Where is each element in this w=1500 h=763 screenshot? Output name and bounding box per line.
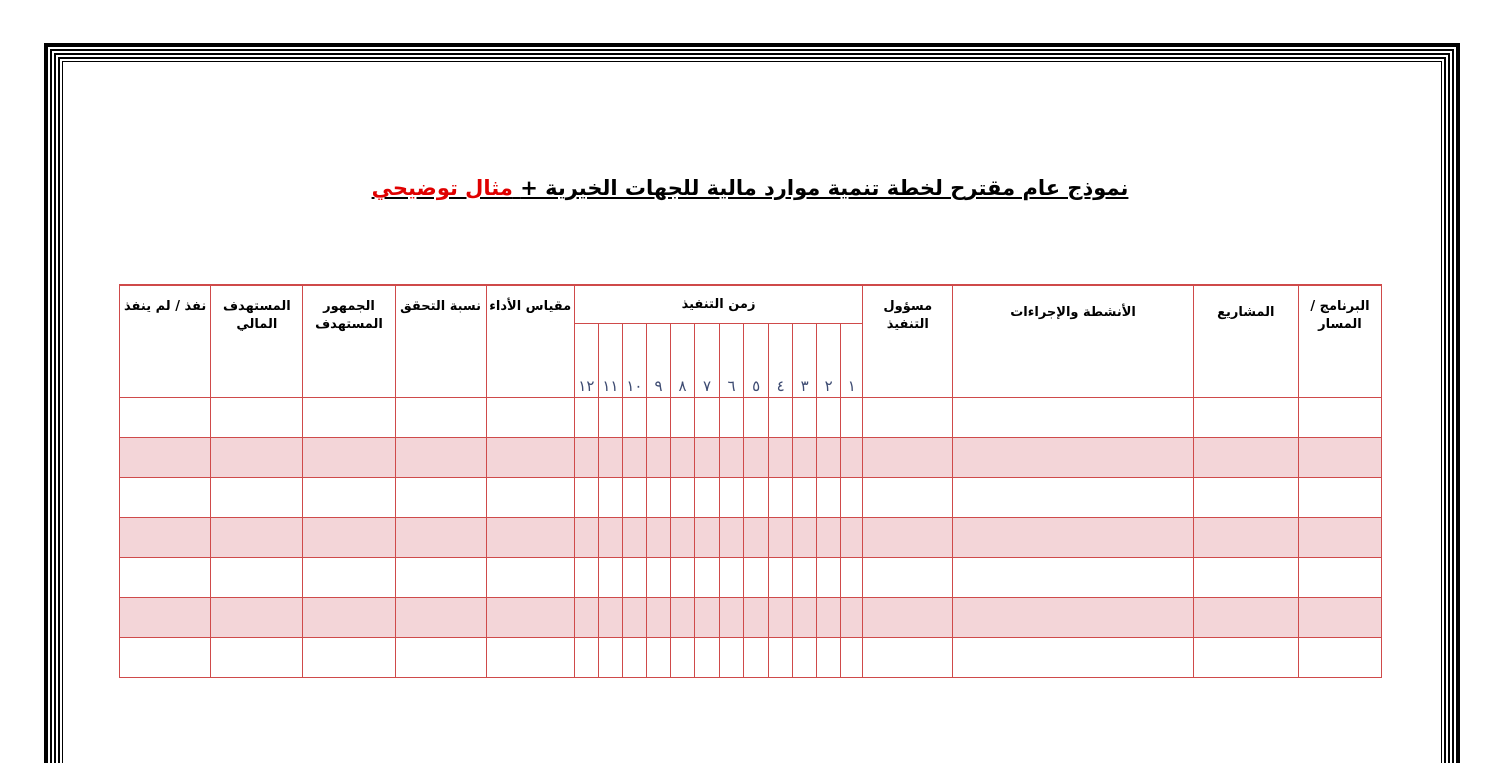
table-cell[interactable] [574,477,598,517]
table-cell[interactable] [574,437,598,477]
table-cell[interactable] [395,637,486,677]
table-cell[interactable] [670,517,694,557]
table-cell[interactable] [744,477,769,517]
table-cell[interactable] [211,437,303,477]
table-cell[interactable] [598,597,622,637]
table-cell[interactable] [744,517,769,557]
table-cell[interactable] [395,397,486,437]
header-execution-time: زمن التنفيذ [574,285,862,323]
header-projects: المشاريع [1193,285,1298,397]
month-cell: ١٠ [622,323,646,397]
table-cell[interactable] [863,437,953,477]
table-cell[interactable] [670,437,694,477]
table-cell[interactable] [303,557,395,597]
table-cell[interactable] [1193,477,1298,517]
table-cell[interactable] [953,597,1193,637]
table-row [120,517,1382,557]
table-cell[interactable] [953,477,1193,517]
table-cell[interactable] [953,397,1193,437]
table-cell[interactable] [120,477,211,517]
table-cell[interactable] [670,597,694,637]
table-cell[interactable] [211,477,303,517]
table-cell[interactable] [1193,437,1298,477]
table-cell[interactable] [817,437,841,477]
table-row [120,597,1382,637]
table-cell[interactable] [395,437,486,477]
table-cell[interactable] [622,637,646,677]
table-cell[interactable] [670,477,694,517]
table-cell[interactable] [646,637,670,677]
table-cell[interactable] [841,637,863,677]
table-cell[interactable] [303,437,395,477]
table-cell[interactable] [841,517,863,557]
table-cell[interactable] [953,637,1193,677]
table-cell[interactable] [841,477,863,517]
table-cell[interactable] [953,557,1193,597]
table-cell[interactable] [486,557,574,597]
table-cell[interactable] [646,397,670,437]
month-cell: ٦ [720,323,744,397]
table-cell[interactable] [120,437,211,477]
month-cell: ٤ [769,323,793,397]
table-cell[interactable] [863,637,953,677]
table-cell[interactable] [817,517,841,557]
table-cell[interactable] [769,437,793,477]
table-cell[interactable] [695,517,720,557]
table-cell[interactable] [303,517,395,557]
table-cell[interactable] [486,397,574,437]
plan-table [119,284,1382,678]
table-cell[interactable] [395,517,486,557]
table-cell[interactable] [720,557,744,597]
table-cell[interactable] [863,477,953,517]
month-cell: ١١ [598,323,622,397]
header-achievement-rate: نسبة التحقق [395,285,486,397]
table-cell[interactable] [793,477,817,517]
table-cell[interactable] [622,437,646,477]
header-status: نفذ / لم ينفذ [120,285,211,397]
table-cell[interactable] [598,557,622,597]
table-cell[interactable] [486,437,574,477]
table-cell[interactable] [1193,517,1298,557]
month-cell: ٣ [793,323,817,397]
table-cell[interactable] [120,597,211,637]
table-cell[interactable] [574,557,598,597]
month-cell: ٧ [695,323,720,397]
table-row [120,397,1382,437]
table-cell[interactable] [622,557,646,597]
title-main: نموذج عام مقترح لخطة تنمية موارد مالية للجهات الخيرية + [520,176,1129,200]
table-cell[interactable] [1193,397,1298,437]
table-cell[interactable] [1298,517,1381,557]
month-cell: ٢ [817,323,841,397]
table-cell[interactable] [1298,597,1381,637]
table-cell[interactable] [695,437,720,477]
header-program: البرنامج /المسار [1298,285,1381,397]
table-cell[interactable] [841,437,863,477]
table-cell[interactable] [303,397,395,437]
month-cell: ٩ [646,323,670,397]
table-row [120,437,1382,477]
table-cell[interactable] [863,397,953,437]
table-cell[interactable] [720,517,744,557]
table-cell[interactable] [574,517,598,557]
table-cell[interactable] [793,437,817,477]
table-cell[interactable] [841,397,863,437]
table-cell[interactable] [720,477,744,517]
table-cell[interactable] [395,557,486,597]
table-cell[interactable] [793,397,817,437]
table-cell[interactable] [574,397,598,437]
table-cell[interactable] [769,517,793,557]
header-responsible: مسؤول التنفيذ [863,285,953,397]
table-cell[interactable] [646,557,670,597]
title-highlight: مثال توضيحي [371,176,513,200]
table-cell[interactable] [1298,397,1381,437]
table-cell[interactable] [817,477,841,517]
table-cell[interactable] [744,397,769,437]
table-cell[interactable] [120,557,211,597]
table-cell[interactable] [1193,557,1298,597]
table-row [120,637,1382,677]
table-cell[interactable] [598,517,622,557]
table-cell[interactable] [695,637,720,677]
table-cell[interactable] [1298,437,1381,477]
table-cell[interactable] [303,637,395,677]
table-cell[interactable] [1298,477,1381,517]
table-cell[interactable] [395,477,486,517]
month-cell: ١٢ [574,323,598,397]
month-cell: ٨ [670,323,694,397]
table-cell[interactable] [817,397,841,437]
table-cell[interactable] [793,597,817,637]
table-cell[interactable] [395,597,486,637]
table-cell[interactable] [793,557,817,597]
table-cell[interactable] [817,637,841,677]
table-cell[interactable] [769,397,793,437]
table-cell[interactable] [646,437,670,477]
table-cell[interactable] [1298,637,1381,677]
table-cell[interactable] [120,517,211,557]
table-cell[interactable] [841,557,863,597]
table-cell[interactable] [646,597,670,637]
table-cell[interactable] [574,597,598,637]
table-cell[interactable] [486,477,574,517]
table-cell[interactable] [769,557,793,597]
month-cell: ٥ [744,323,769,397]
table-cell[interactable] [1193,597,1298,637]
table-cell[interactable] [598,397,622,437]
table-cell[interactable] [598,477,622,517]
table-cell[interactable] [670,557,694,597]
table-cell[interactable] [486,637,574,677]
table-cell[interactable] [817,557,841,597]
table-cell[interactable] [211,597,303,637]
table-cell[interactable] [646,517,670,557]
table-cell[interactable] [744,597,769,637]
table-cell[interactable] [211,397,303,437]
table-cell[interactable] [744,637,769,677]
table-cell[interactable] [817,597,841,637]
table-cell[interactable] [744,437,769,477]
table-cell[interactable] [598,437,622,477]
table-cell[interactable] [574,637,598,677]
table-cell[interactable] [720,437,744,477]
table-cell[interactable] [598,637,622,677]
table-cell[interactable] [486,517,574,557]
table-cell[interactable] [120,637,211,677]
table-cell[interactable] [622,517,646,557]
table-cell[interactable] [863,517,953,557]
table-cell[interactable] [695,397,720,437]
table-cell[interactable] [720,597,744,637]
table-cell[interactable] [793,637,817,677]
table-cell[interactable] [769,637,793,677]
table-cell[interactable] [670,637,694,677]
table-cell[interactable] [1193,637,1298,677]
table-cell[interactable] [695,477,720,517]
table-cell[interactable] [211,557,303,597]
table-cell[interactable] [695,597,720,637]
table-cell[interactable] [622,477,646,517]
document-title [300,176,1200,200]
table-row [120,477,1382,517]
table-cell[interactable] [863,597,953,637]
table-cell[interactable] [793,517,817,557]
table-cell[interactable] [486,597,574,637]
header-activities: الأنشطة والإجراءات [953,285,1193,397]
table-cell[interactable] [863,557,953,597]
table-cell[interactable] [303,477,395,517]
table-cell[interactable] [622,597,646,637]
table-cell[interactable] [953,437,1193,477]
header-financial-target: المستهدف المالي [211,285,303,397]
table-cell[interactable] [646,477,670,517]
table-row [120,557,1382,597]
table-cell[interactable] [769,597,793,637]
table-cell[interactable] [303,597,395,637]
table-cell[interactable] [953,517,1193,557]
month-cell: ١ [841,323,863,397]
table-cell[interactable] [695,557,720,597]
table-cell[interactable] [720,637,744,677]
table-cell[interactable] [622,397,646,437]
table-cell[interactable] [744,557,769,597]
table-cell[interactable] [769,477,793,517]
header-target-audience: الجمهور المستهدف [303,285,395,397]
table-cell[interactable] [211,637,303,677]
table-cell[interactable] [670,397,694,437]
header-performance-measure: مقياس الأداء [486,285,574,397]
table-cell[interactable] [120,397,211,437]
table-cell[interactable] [1298,557,1381,597]
table-cell[interactable] [841,597,863,637]
table-cell[interactable] [211,517,303,557]
table-cell[interactable] [720,397,744,437]
